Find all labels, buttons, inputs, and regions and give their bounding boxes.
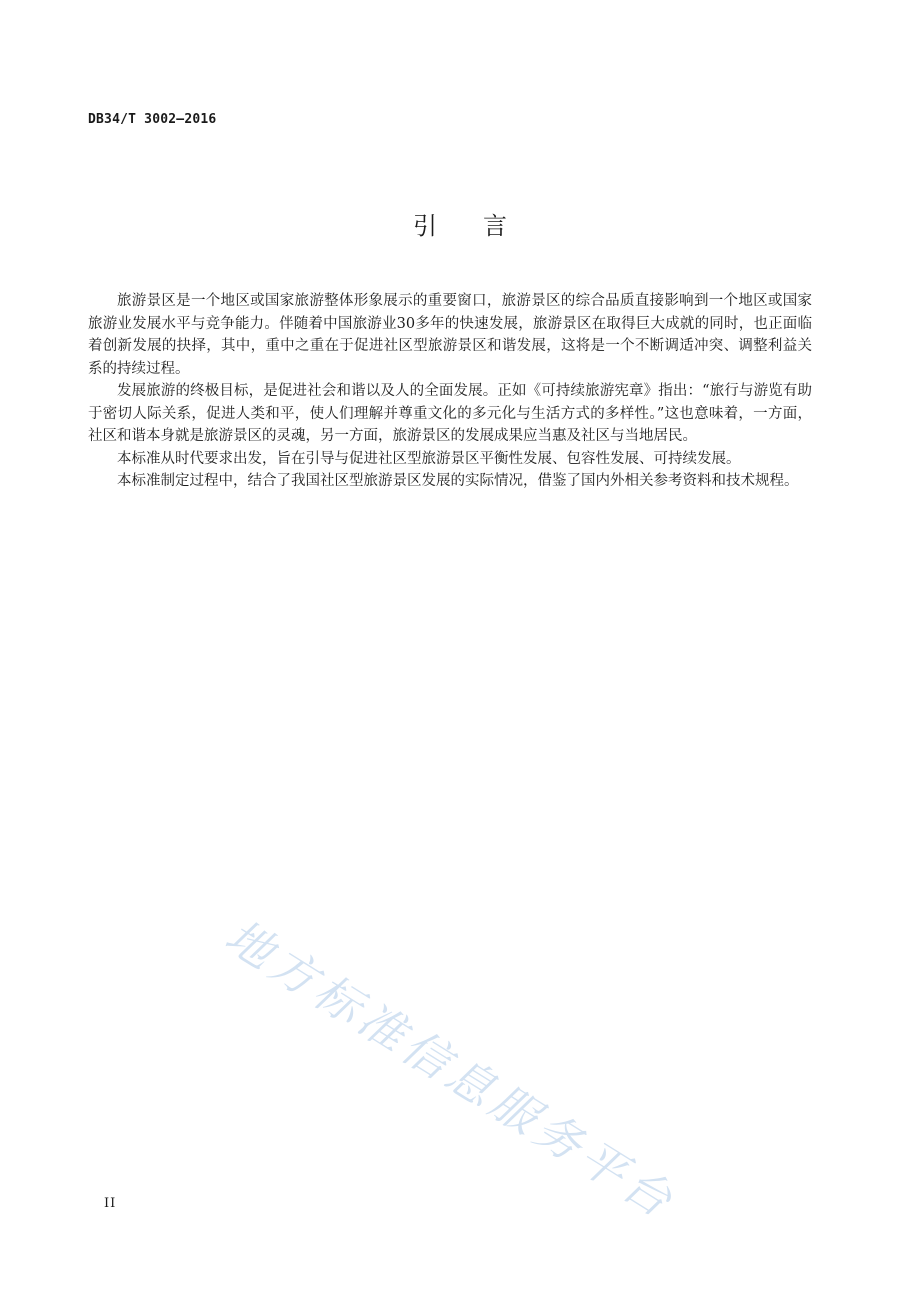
page-title: 引言	[413, 212, 553, 240]
paragraph-1: 旅游景区是一个地区或国家旅游整体形象展示的重要窗口，旅游景区的综合品质直接影响到一个地区或国家旅游业发展水平与竞争能力。伴随着中国旅游业30多年的快速发展，旅游景区在取得巨大成就的同时，也正面临着创新发展的抉择，其中，重中之重在于促进社区型旅游景区和谐发展，这将是一个不断调适冲突、调整利益关系的持续过程。	[88, 293, 812, 377]
introduction-body	[88, 290, 812, 493]
paragraph-3: 本标准从时代要求出发，旨在引导与促进社区型旅游景区平衡性发展、包容性发展、可持续发展。	[117, 450, 741, 467]
watermark: 地方标准信息服务平台	[216, 908, 686, 1230]
paragraph-4: 本标准制定过程中，结合了我国社区型旅游景区发展的实际情况，借鉴了国内外相关参考资料和技术规程。	[117, 473, 799, 489]
page-number: II	[104, 1196, 117, 1211]
document-code: DB34/T 3002—2016	[88, 112, 217, 127]
paragraph-2: 发展旅游的终极目标，是促进社会和谐以及人的全面发展。正如《可持续旅游宪章》指出：“旅行与游览有助于密切人际关系，促进人类和平，使人们理解并尊重文化的多元化与生活方式的多样性。”这也意味着，一方面，社区和谐本身就是旅游景区的灵魂，另一方面，旅游景区的发展成果应当惠及社区与当地居民。	[88, 383, 812, 444]
